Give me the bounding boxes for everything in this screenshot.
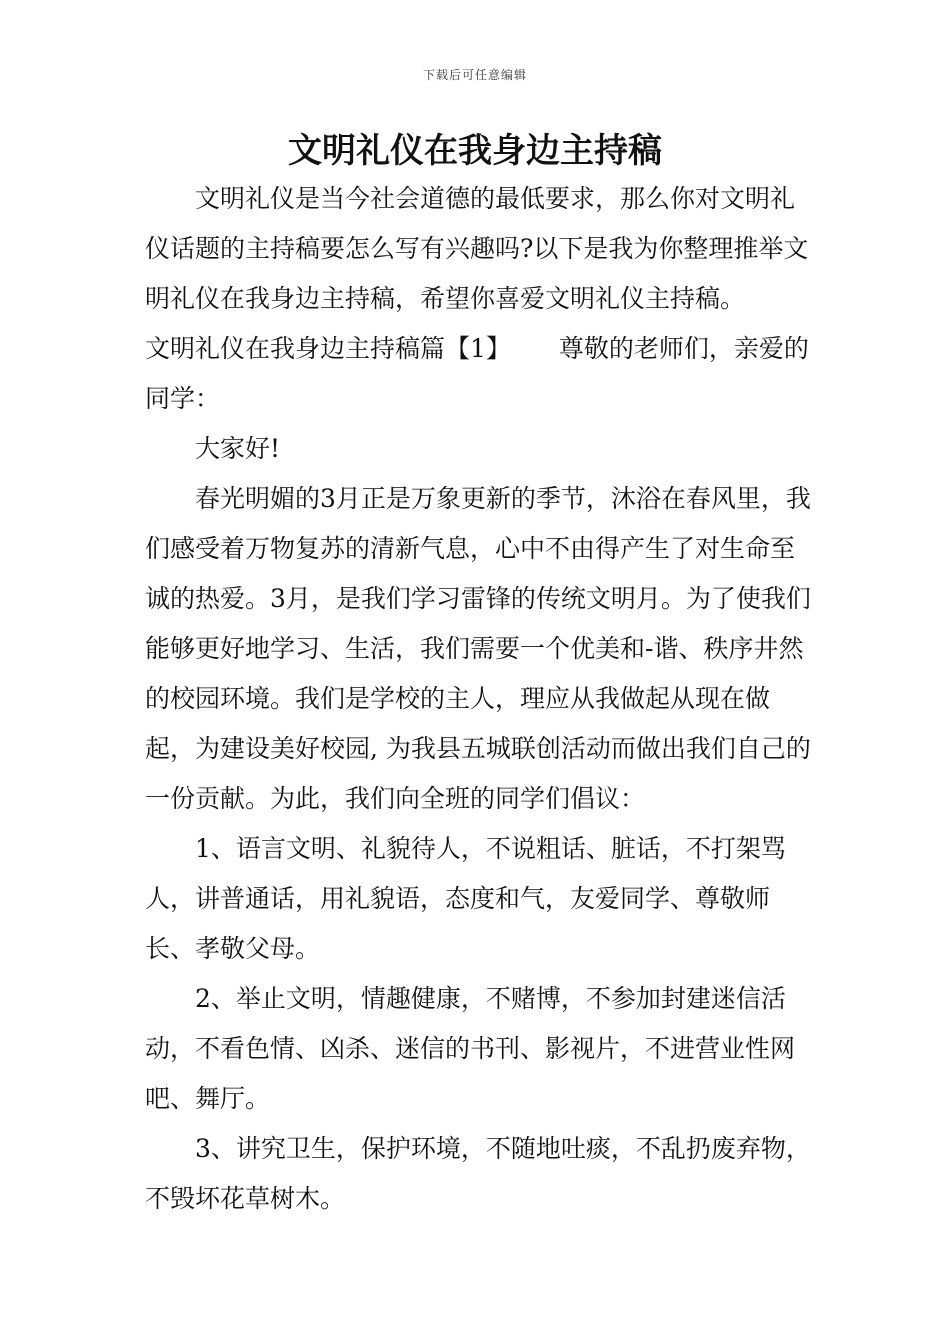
header-note: 下载后可任意编辑 [422, 68, 527, 82]
list-item-3: 3、讲究卫生，保护环境，不随地吐痰，不乱扔废弃物，不毁坏花草树木。 [145, 1134, 811, 1213]
list-item-1: 1、语言文明、礼貌待人，不说粗话、脏话，不打架骂人，讲普通话，用礼貌语，态度和气，友爱同学、尊敬师长、孝敬父母。 [145, 834, 786, 963]
salutation: 尊敬的老师们，亲爱的同学： [145, 334, 809, 413]
section-heading: 文明礼仪在我身边主持稿篇【1】 [145, 334, 511, 363]
greeting: 大家好! [195, 434, 281, 463]
section-heading-line [145, 324, 811, 424]
intro-paragraph: 文明礼仪是当今社会道德的最低要求，那么你对文明礼仪话题的主持稿要怎么写有兴趣吗?以下是我为你整理推举文明礼仪在我身边主持稿，希望你喜爱文明礼仪主持稿。 [145, 184, 809, 313]
document-body [145, 174, 811, 1224]
document-title: 文明礼仪在我身边主持稿 [288, 131, 662, 171]
list-item-2: 2、举止文明，情趣健康，不赌博，不参加封建迷信活动，不看色情、凶杀、迷信的书刊、影视片，不进营业性网吧、舞厅。 [145, 984, 796, 1113]
body-paragraph: 春光明媚的3月正是万象更新的季节，沐浴在春风里，我们感受着万物复苏的清新气息，心中不由得产生了对生命至诚的热爱。3月，是我们学习雷锋的传统文明月。为了使我们能够更好地学习、生活，我们需要一个优美和-谐、秩序井然的校园环境。我们是学校的主人，理应从我做起从现在做起，为建设美好校园, 为我县五城联创活动而做出我们自己的一份贡献。为此，我们向全班的同学们倡议： [145, 484, 811, 813]
